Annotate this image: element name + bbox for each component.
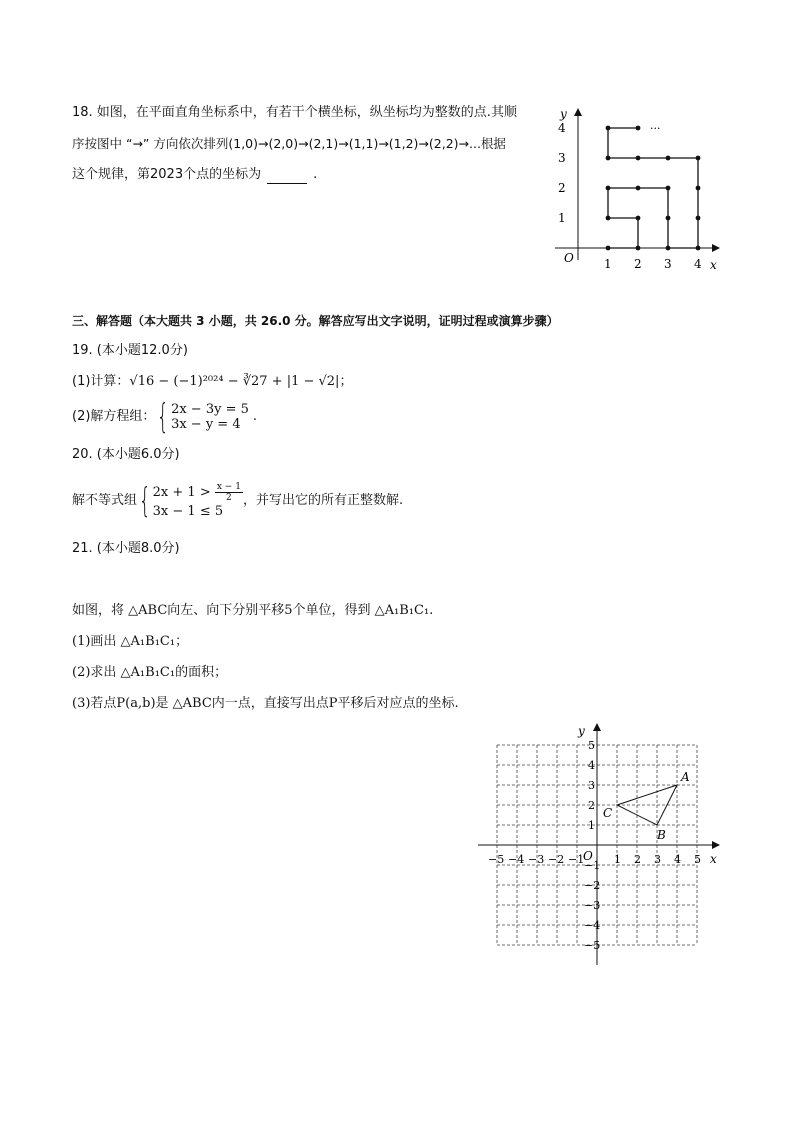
vertex-label: C (603, 806, 613, 820)
lattice-point (666, 186, 671, 191)
x-tick-label: 4 (694, 257, 702, 271)
q20-label: 解不等式组 (72, 493, 138, 508)
x-tick-label: 3 (654, 853, 661, 866)
y-tick-label: −2 (584, 879, 601, 892)
y-tick-label: 3 (588, 779, 595, 792)
lattice-point (636, 156, 641, 161)
y-axis-label: y (578, 724, 585, 738)
q19-part1 (72, 373, 352, 391)
q21-part3: (3)若点P(a,b)是 △ABC内一点，直接写出点P平移后对应点的坐标. (72, 696, 459, 711)
q18-line3-end: . (313, 167, 318, 182)
y-tick-labels (558, 121, 566, 225)
x-tick-label: 2 (634, 853, 641, 866)
q21-part1: (1)画出 △A₁B₁C₁； (72, 634, 189, 649)
x-tick-labels (604, 257, 702, 271)
ellipsis: ··· (650, 122, 661, 135)
fraction (215, 482, 243, 503)
x-axis-label: x (710, 852, 717, 866)
q18-line2: 序按图中 “→” 方向依次排列(1,0)→(2,0)→(2,1)→(1,1)→(1,2)→(2,2)→...根据 (72, 136, 506, 151)
lattice-point (636, 246, 641, 251)
y-tick-label: 3 (558, 151, 566, 165)
x-tick-label: 5 (694, 853, 701, 866)
q19-part2 (72, 397, 258, 437)
x-tick-label: 1 (604, 257, 612, 271)
lattice-point (696, 186, 701, 191)
brace: { (138, 481, 151, 521)
triangle-grid-graph (470, 715, 730, 970)
equation-2: 3x − y = 4 (171, 417, 241, 432)
y-tick-label: −4 (584, 919, 601, 932)
answer-blank (267, 169, 307, 184)
lattice-point (666, 216, 671, 221)
lattice-point (606, 126, 611, 131)
lattice-point (696, 156, 701, 161)
q19-part2-end: . (252, 409, 258, 424)
vertex-label: B (657, 828, 666, 842)
x-tick-label: 4 (674, 853, 681, 866)
lattice-point (666, 156, 671, 161)
lattice-point (636, 186, 641, 191)
q21-intro: 如图，将 △ABC向左、向下分别平移5个单位，得到 △A₁B₁C₁. (72, 603, 434, 618)
x-tick-label: 3 (664, 257, 672, 271)
y-tick-label: −5 (584, 939, 601, 952)
lattice-point (696, 216, 701, 221)
lattice-point (606, 246, 611, 251)
lattice-point (636, 126, 641, 131)
q18-line3-text: 这个规律，第2023个点的坐标为 (72, 167, 262, 182)
x-tick-label: −4 (508, 853, 525, 866)
lattice-point (606, 186, 611, 191)
inequality-system (153, 482, 243, 521)
inequality-1-left: 2x + 1 > (152, 484, 211, 500)
equation-1: 2x − 3y = 5 (171, 402, 249, 417)
lattice-point (666, 246, 671, 251)
equation-system (171, 402, 249, 432)
q19-part1-expression: √16 − (−1)²⁰²⁴ − ∛27 + |1 − √2|； (129, 374, 353, 389)
q19-title: 19. (本小题12.0分) (72, 343, 188, 358)
x-tick-label: 1 (614, 853, 621, 866)
lattice-point (606, 156, 611, 161)
lattice-point (636, 216, 641, 221)
x-axis-label: x (710, 258, 717, 272)
section3-heading: 三、解答题（本大题共 3 小题，共 26.0 分。解答应写出文字说明，证明过程或演算步骤） (72, 314, 559, 328)
inequality-1 (152, 481, 243, 503)
q20-title: 20. (本小题6.0分) (72, 447, 180, 462)
q20-body (72, 478, 403, 524)
fraction-denominator: 2 (226, 492, 232, 503)
x-tick-label: −5 (488, 853, 505, 866)
q18-line3 (72, 166, 317, 184)
y-axis-label: y (560, 107, 567, 121)
q21-title: 21. (本小题8.0分) (72, 541, 180, 556)
q21-part2: (2)求出 △A₁B₁C₁的面积； (72, 665, 228, 680)
y-tick-label: 5 (588, 739, 595, 752)
lattice-point (696, 246, 701, 251)
q19-part2-label: (2)解方程组： (72, 409, 156, 424)
x-tick-label: −2 (548, 853, 565, 866)
y-tick-label: −1 (584, 859, 601, 872)
spiral-path (608, 128, 698, 248)
fraction-numerator: x − 1 (216, 481, 241, 492)
brace: { (157, 397, 170, 437)
x-tick-label: −3 (528, 853, 545, 866)
y-tick-label: 1 (588, 819, 595, 832)
y-tick-label: 2 (558, 181, 566, 195)
y-tick-label: 1 (558, 211, 566, 225)
y-tick-label: 2 (588, 799, 595, 812)
x-tick-label: −1 (568, 853, 585, 866)
q19-part1-label: (1)计算： (72, 374, 130, 389)
lattice-point (606, 216, 611, 221)
q20-tail: ，并写出它的所有正整数解. (242, 493, 404, 508)
origin-label: O (564, 251, 574, 265)
origin-label: O (583, 849, 593, 863)
spiral-coordinate-graph (550, 100, 730, 275)
vertex-label: A (681, 770, 690, 784)
y-tick-label: −3 (584, 899, 601, 912)
q18-line1: 18. 如图，在平面直角坐标系中，有若干个横坐标，纵坐标均为整数的点.其顺 (72, 105, 517, 120)
y-tick-label: 4 (558, 121, 566, 135)
y-tick-label: 4 (588, 759, 595, 772)
inequality-2: 3x − 1 ≤ 5 (152, 503, 224, 519)
x-tick-label: 2 (634, 257, 642, 271)
